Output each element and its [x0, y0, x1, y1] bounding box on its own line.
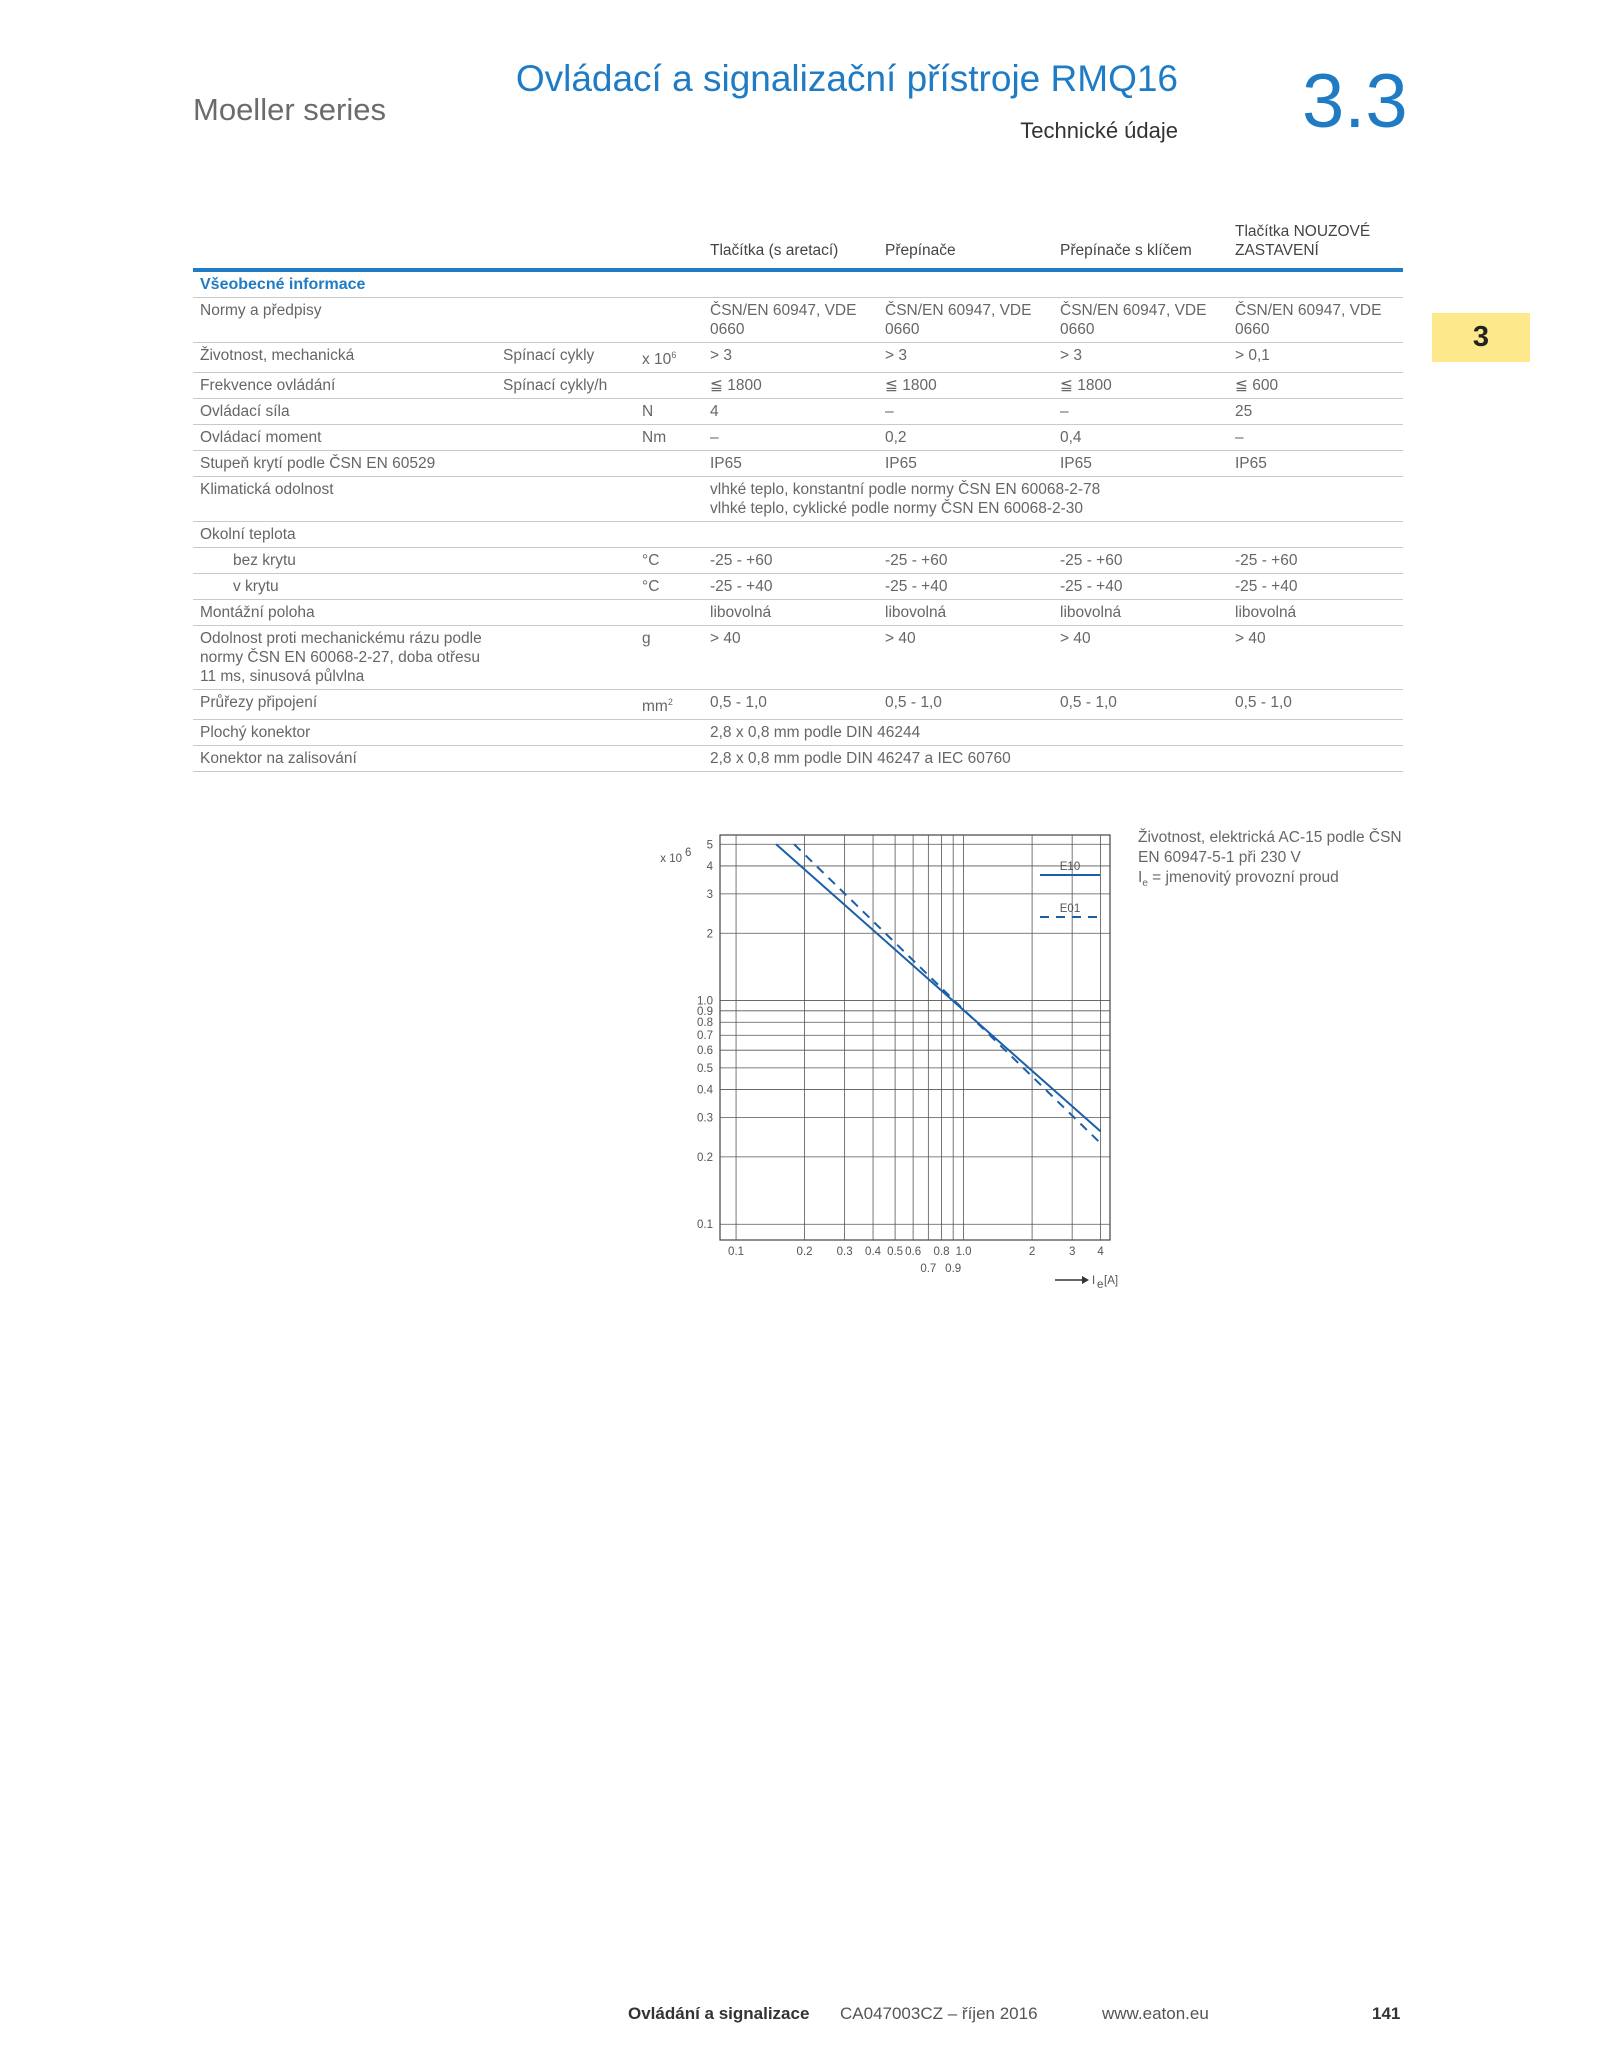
table-row: [193, 343, 1403, 373]
row-label: Odolnost proti mechanickému rázu podle normy ČSN EN 60068-2-27, doba otřesu 11 ms, sinusová půlvlna: [200, 630, 482, 686]
row-sublabel: Spínací cykly/h: [503, 377, 608, 395]
row-value: -25 - +40: [1060, 578, 1123, 596]
series-line-e10: [776, 844, 1100, 1131]
row-unit: [635, 522, 703, 548]
chart-note: [1138, 828, 1413, 894]
row-value: -25 - +60: [710, 552, 773, 570]
row-value-span: 2,8 x 0,8 mm podle DIN 46244: [710, 724, 921, 742]
row-label: Okolní teplota: [200, 526, 296, 544]
chapter-number: 3.3: [1302, 59, 1408, 144]
x-tick-label: 0.7: [920, 1263, 937, 1275]
row-value: -25 - +60: [885, 552, 948, 570]
row-value: > 3: [1060, 347, 1082, 364]
row-unit: [635, 600, 703, 626]
x-tick-label: 3: [1068, 1246, 1076, 1258]
legend-label: E10: [1059, 861, 1081, 873]
plot-frame: [720, 835, 1110, 1240]
x-tick-label: 0.4: [865, 1246, 882, 1258]
series-line-e01: [794, 844, 1100, 1143]
row-unit: [635, 451, 703, 477]
x-tick-label: 0.8: [933, 1246, 950, 1258]
row-value: –: [1060, 403, 1069, 421]
y-tick-label: 2: [706, 928, 713, 941]
unit-text: Nm: [642, 429, 667, 447]
chart-note-symbol: I: [1138, 869, 1143, 886]
row-unit: [635, 548, 703, 574]
row-unit: [635, 425, 703, 451]
column-header: Přepínače s klíčem: [1060, 242, 1192, 259]
row-label: Montážní poloha: [200, 604, 315, 622]
row-sublabel: Spínací cykly: [503, 347, 595, 364]
row-unit: [635, 690, 703, 720]
row-label: Plochý konektor: [200, 724, 311, 742]
y-tick-label: 0.3: [697, 1112, 713, 1125]
table-row: [193, 425, 1403, 451]
row-value: ČSN/EN 60947, VDE 0660: [1060, 302, 1207, 338]
row-unit: [635, 477, 703, 522]
table-row: [193, 548, 1403, 574]
row-label: Ovládací moment: [200, 429, 322, 447]
row-label: Průřezy připojení: [200, 694, 318, 712]
x-tick-label: 2: [1028, 1246, 1036, 1258]
row-unit: [635, 298, 703, 343]
x-tick-label: 0.9: [945, 1263, 962, 1275]
y-tick-label: 0.5: [697, 1062, 713, 1075]
row-value-span: vlhké teplo, konstantní podle normy ČSN EN 60068-2-78 vlhké teplo, cyklické podle normy ČSN EN 60068-2-30: [710, 481, 1101, 518]
row-value: libovolná: [1060, 604, 1122, 622]
row-value: -25 - +40: [885, 578, 948, 596]
table-row: [193, 746, 1403, 772]
table-header-row: [193, 215, 1403, 270]
row-value: [703, 522, 878, 548]
chart-note-definition: = jmenovitý provozní proud: [1147, 869, 1339, 886]
table-row: [193, 626, 1403, 690]
row-unit: [635, 399, 703, 425]
row-value: > 40: [885, 630, 916, 648]
row-label: Konektor na zalisování: [200, 750, 357, 768]
unit-text: mm: [642, 698, 668, 716]
x-tick-label: 0.6: [905, 1246, 922, 1258]
row-value: ≦ 1800: [710, 377, 762, 395]
row-value: [1228, 522, 1403, 548]
page-subtitle: Technické údaje: [1020, 118, 1178, 143]
row-sublabel: [496, 477, 635, 522]
x-tick-label: 0.2: [796, 1246, 813, 1258]
x-axis-unit: [A]: [1104, 1275, 1119, 1287]
row-sublabel: [496, 451, 635, 477]
row-sublabel: [496, 574, 635, 600]
y-tick-label: 0.2: [697, 1151, 713, 1164]
row-sublabel: [496, 298, 635, 343]
table-row: [193, 600, 1403, 626]
row-unit: [635, 343, 703, 373]
row-label: Klimatická odolnost: [200, 481, 334, 499]
row-value: 0,2: [885, 429, 907, 447]
x-axis-arrowhead: [1082, 1276, 1089, 1284]
chart-note-text: Životnost, elektrická AC-15 podle ČSN EN 60947-5-1 při 230 V: [1138, 829, 1402, 866]
row-value: -25 - +60: [1060, 552, 1123, 570]
table-row: [193, 298, 1403, 343]
page-number: 141: [1372, 2004, 1401, 2023]
y-axis-exponent: 6: [685, 847, 692, 859]
row-value: libovolná: [885, 604, 947, 622]
x-tick-label: 0.5: [887, 1246, 904, 1258]
row-value: 0,4: [1060, 429, 1082, 447]
table-row: [193, 399, 1403, 425]
row-value: 0,5 - 1,0: [1060, 694, 1117, 712]
row-value: IP65: [710, 455, 742, 473]
row-value: ČSN/EN 60947, VDE 0660: [710, 302, 857, 338]
row-unit: [635, 574, 703, 600]
row-sublabel: [496, 690, 635, 720]
y-tick-label: 0.8: [697, 1017, 713, 1030]
row-label: Normy a předpisy: [200, 302, 322, 319]
series-name: Moeller series: [193, 92, 386, 127]
x-tick-label: 0.1: [728, 1246, 745, 1258]
row-value: ČSN/EN 60947, VDE 0660: [1235, 302, 1382, 338]
row-value: -25 - +40: [1235, 578, 1298, 596]
row-value: –: [885, 403, 894, 421]
table-row: [193, 720, 1403, 746]
page-title: Ovládací a signalizační přístroje RMQ16: [515, 58, 1178, 99]
table-row: [193, 477, 1403, 522]
y-tick-label: 0.4: [697, 1084, 713, 1097]
row-value: > 3: [710, 347, 732, 364]
row-value: libovolná: [1235, 604, 1297, 622]
row-value: ≦ 1800: [885, 377, 937, 395]
row-label: Životnost, mechanická: [200, 347, 355, 364]
row-value: ≦ 600: [1235, 377, 1279, 395]
footer-code: CA047003CZ – říjen 2016: [840, 2004, 1038, 2023]
row-value: > 0,1: [1235, 347, 1270, 364]
row-value: > 40: [1060, 630, 1091, 648]
row-value: > 40: [1235, 630, 1266, 648]
column-header: Přepínače: [885, 242, 956, 259]
chart-note-symbol-sub: e: [1142, 878, 1148, 890]
section-row: [193, 270, 1403, 298]
x-tick-label: 1.0: [955, 1246, 972, 1258]
row-unit: [635, 626, 703, 690]
y-tick-label: 0.7: [697, 1030, 713, 1043]
row-value: IP65: [885, 455, 917, 473]
x-axis-label: I: [1092, 1275, 1096, 1287]
unit-text: x 10: [642, 351, 672, 369]
row-unit: [635, 373, 703, 399]
row-value: –: [710, 429, 719, 447]
row-value: IP65: [1060, 455, 1092, 473]
row-sublabel: [496, 399, 635, 425]
y-tick-label: 5: [706, 839, 713, 852]
row-sublabel: [496, 746, 635, 772]
row-unit: [635, 746, 703, 772]
row-sublabel: [496, 626, 635, 690]
row-value: 0,5 - 1,0: [885, 694, 942, 712]
y-tick-label: 3: [706, 888, 713, 901]
legend-label: E01: [1059, 903, 1081, 915]
row-sublabel: [496, 720, 635, 746]
row-label: Ovládací síla: [200, 403, 290, 421]
y-tick-label: 4: [706, 860, 713, 873]
table-row: [193, 451, 1403, 477]
table-row: [193, 690, 1403, 720]
row-unit: [635, 720, 703, 746]
row-value: 0,5 - 1,0: [710, 694, 767, 712]
row-value: > 3: [885, 347, 907, 364]
unit-text: °C: [642, 552, 660, 570]
row-label: Frekvence ovládání: [200, 377, 336, 395]
section-title: Všeobecné informace: [200, 276, 366, 293]
row-value: [878, 522, 1053, 548]
row-value: -25 - +60: [1235, 552, 1298, 570]
row-sublabel: [496, 522, 635, 548]
row-value-span: 2,8 x 0,8 mm podle DIN 46247 a IEC 60760: [710, 750, 1011, 768]
row-value: 0,5 - 1,0: [1235, 694, 1292, 712]
row-value: –: [1235, 429, 1244, 447]
unit-text: g: [642, 630, 651, 648]
footer-section: Ovládání a signalizace: [628, 2004, 810, 2023]
chapter-tab[interactable]: 3: [1432, 313, 1530, 362]
row-value: -25 - +40: [710, 578, 773, 596]
row-sublabel: [496, 425, 635, 451]
footer-url[interactable]: www.eaton.eu: [1102, 2004, 1209, 2023]
row-value: ≦ 1800: [1060, 377, 1112, 395]
y-tick-label: 0.9: [697, 1005, 713, 1018]
unit-text: N: [642, 403, 654, 421]
unit-exponent: 6: [671, 350, 677, 360]
row-sublabel: [496, 600, 635, 626]
row-label: v krytu: [233, 578, 279, 596]
x-tick-label: 0.3: [836, 1246, 853, 1258]
x-axis-label-sub: e: [1097, 1279, 1104, 1291]
row-value: libovolná: [710, 604, 772, 622]
row-label: bez krytu: [233, 552, 296, 570]
column-header: Tlačítka (s aretací): [710, 242, 839, 259]
y-tick-label: 0.6: [697, 1045, 713, 1058]
row-value: > 40: [710, 630, 741, 648]
row-value: ČSN/EN 60947, VDE 0660: [885, 302, 1032, 338]
row-value: 4: [710, 403, 719, 421]
row-value: IP65: [1235, 455, 1267, 473]
y-axis-label: x 10: [660, 853, 682, 865]
table-row: [193, 522, 1403, 548]
row-sublabel: [496, 548, 635, 574]
unit-exponent: 2: [667, 697, 673, 708]
unit-text: °C: [642, 578, 660, 596]
table-row: [193, 574, 1403, 600]
y-tick-label: 0.1: [697, 1219, 713, 1232]
y-tick-label: 1.0: [697, 995, 713, 1008]
spec-table: [193, 215, 1403, 772]
column-header: Tlačítka NOUZOVÉ ZASTAVENÍ: [1235, 223, 1371, 259]
table-row: [193, 373, 1403, 399]
row-value: 25: [1235, 403, 1253, 421]
row-label: Stupeň krytí podle ČSN EN 60529: [200, 455, 436, 473]
x-tick-label: 4: [1097, 1246, 1104, 1258]
life-chart: [640, 825, 1143, 1295]
row-value: [1053, 522, 1228, 548]
